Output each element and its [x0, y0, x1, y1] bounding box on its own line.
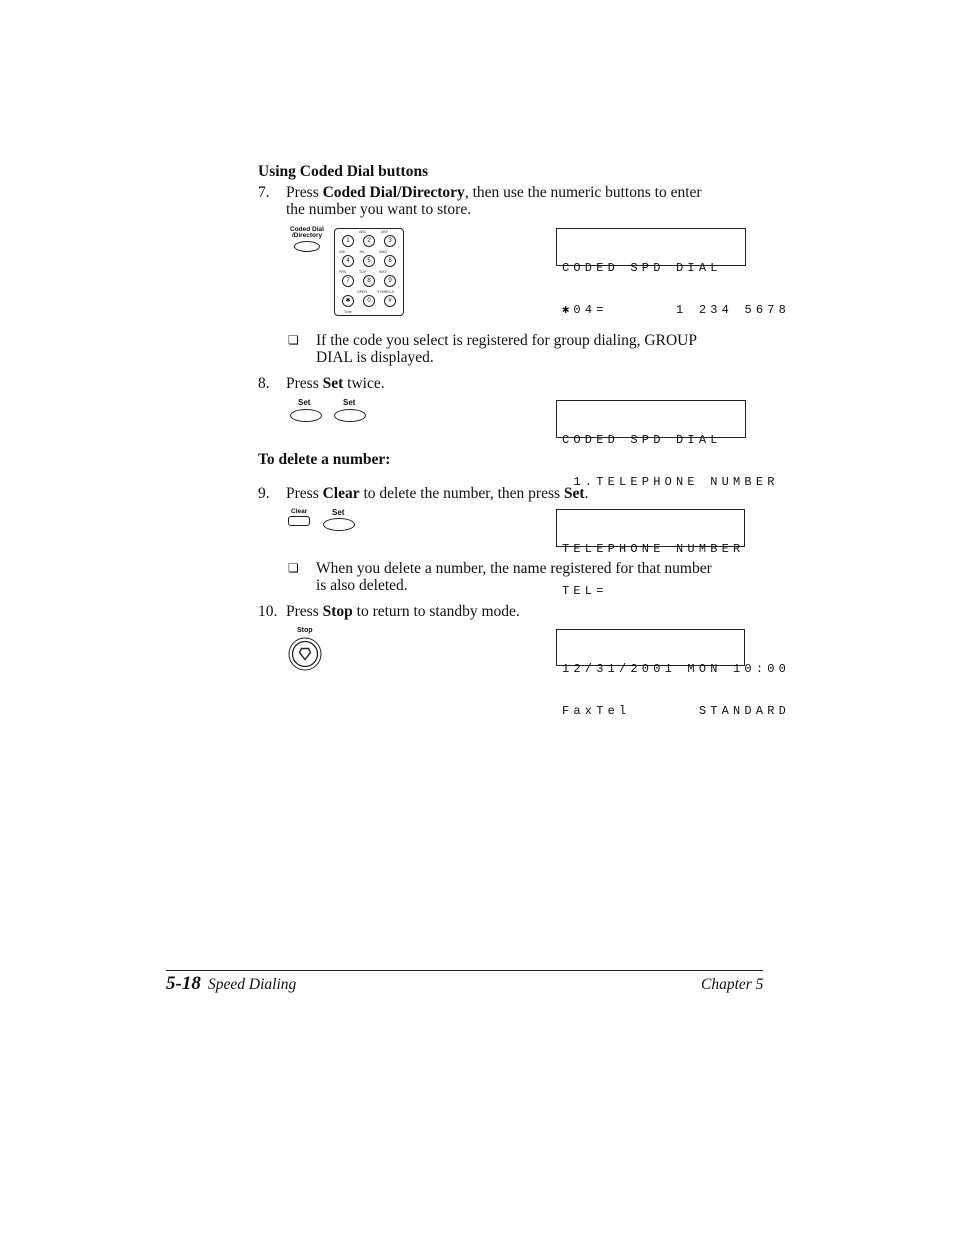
- key-letters-def: DEF: [381, 230, 388, 234]
- stop-button[interactable]: [288, 637, 322, 671]
- key-hash[interactable]: #: [384, 295, 396, 307]
- stop-button-label: Stop: [297, 627, 313, 634]
- step-9-number: 9.: [258, 485, 270, 502]
- lcd-line-2: TEL=: [562, 584, 608, 598]
- key-6[interactable]: 6: [384, 255, 396, 267]
- key-5[interactable]: 5: [363, 255, 375, 267]
- footer-section: Speed Dialing: [208, 976, 297, 993]
- step-8-bold: Set: [322, 375, 344, 392]
- key-3[interactable]: 3: [384, 235, 396, 247]
- step-9-bold-2: Set: [563, 485, 585, 502]
- coded-dial-label: [288, 227, 326, 239]
- footer-chapter: Chapter 5: [701, 976, 764, 993]
- coded-dial-button[interactable]: [294, 241, 320, 252]
- set-button-3[interactable]: [323, 518, 355, 531]
- section-heading: Using Coded Dial buttons: [258, 163, 429, 180]
- step-7-text: [286, 184, 702, 201]
- numeric-keypad: [334, 228, 404, 316]
- checkbox-bullet-icon: ❏: [288, 561, 299, 575]
- note-1-line1: If the code you select is registered for group dialing, GROUP: [316, 332, 697, 349]
- set-button-label-3: Set: [332, 508, 345, 517]
- key-letters-tuv: TUV: [359, 270, 366, 274]
- lcd-line-1: 12/31/2001 MON 10:00: [562, 662, 791, 676]
- key-letters-wxy: WXY: [379, 270, 387, 274]
- stop-icon: [288, 637, 322, 671]
- key-letters-prs: PRS: [339, 270, 347, 274]
- set-button-1[interactable]: [290, 409, 322, 422]
- note-2-line2: is also deleted.: [316, 577, 408, 594]
- lcd-display-step7: [556, 228, 791, 317]
- lcd-line-2: ✱04= 1 234 5678: [562, 303, 791, 317]
- step-8-number: 8.: [258, 375, 270, 392]
- lcd-line-1: CODED SPD DIAL: [562, 433, 722, 447]
- step-7-bold: Coded Dial/Directory: [322, 184, 465, 201]
- step-7-text-a: Press: [286, 184, 323, 201]
- note-2-line1: When you delete a number, the name registered for that number: [316, 560, 712, 577]
- lcd-line-1: TELEPHONE NUMBER: [562, 542, 745, 556]
- key-7[interactable]: 7: [342, 275, 354, 287]
- step-8-text-a: Press: [286, 375, 323, 392]
- step-9-text-a: Press: [286, 485, 323, 502]
- key-letters-mno: MNO: [379, 250, 388, 254]
- checkbox-bullet-icon: ❏: [288, 333, 299, 347]
- key-letters-symbols: SYMBOLS: [377, 290, 394, 294]
- key-letters-abc: ABC: [359, 230, 367, 234]
- set-button-label-1: Set: [298, 398, 311, 407]
- step-7-number: 7.: [258, 184, 270, 201]
- footer-rule: [166, 970, 763, 971]
- key-4[interactable]: 4: [342, 255, 354, 267]
- step-10-text-b: to return to standby mode.: [352, 603, 520, 620]
- lcd-display-step8: [556, 400, 779, 489]
- page-number: 5-18: [166, 973, 201, 994]
- key-letters-ghi: GHI: [339, 250, 346, 254]
- note-1-line2: DIAL is displayed.: [316, 349, 434, 366]
- step-10-number: 10.: [258, 603, 278, 620]
- step-10-bold: Stop: [322, 603, 353, 620]
- key-1[interactable]: 1: [342, 235, 354, 247]
- step-7-line2: the number you want to store.: [286, 201, 472, 218]
- step-8-text-b: twice.: [343, 375, 385, 392]
- lcd-line-1: CODED SPD DIAL: [562, 261, 722, 275]
- step-9-text-c: .: [584, 485, 589, 502]
- key-9[interactable]: 9: [384, 275, 396, 287]
- clear-button[interactable]: [288, 516, 310, 526]
- clear-button-label: Clear: [291, 508, 308, 515]
- coded-dial-label-2: /Directory: [291, 232, 323, 239]
- step-7-text-b: , then use the numeric buttons to enter: [464, 184, 702, 201]
- key-8[interactable]: 8: [363, 275, 375, 287]
- key-star[interactable]: ✱: [342, 295, 354, 307]
- delete-heading: To delete a number:: [258, 451, 391, 468]
- set-button-label-2: Set: [343, 398, 356, 407]
- step-10-text-a: Press: [286, 603, 323, 620]
- lcd-line-2: 1.TELEPHONE NUMBER: [562, 475, 779, 489]
- lcd-display-step10: [556, 629, 791, 718]
- key-letters-jkl: JKL: [359, 250, 366, 254]
- step-10-text: [286, 603, 520, 620]
- key-letters-oper: OPER: [357, 290, 367, 294]
- lcd-display-step9: [556, 509, 745, 598]
- coded-dial-label-1: Coded Dial: [290, 226, 324, 233]
- tone-label: Tone: [344, 310, 352, 314]
- step-8-text: [286, 375, 385, 392]
- key-2[interactable]: 2: [363, 235, 375, 247]
- key-0[interactable]: 0: [363, 295, 375, 307]
- set-button-2[interactable]: [334, 409, 366, 422]
- step-9-bold-1: Clear: [322, 485, 360, 502]
- step-9-text-b: to delete the number, then press: [359, 485, 564, 502]
- step-9-text: [286, 485, 588, 502]
- lcd-line-2: FaxTel STANDARD: [562, 704, 791, 718]
